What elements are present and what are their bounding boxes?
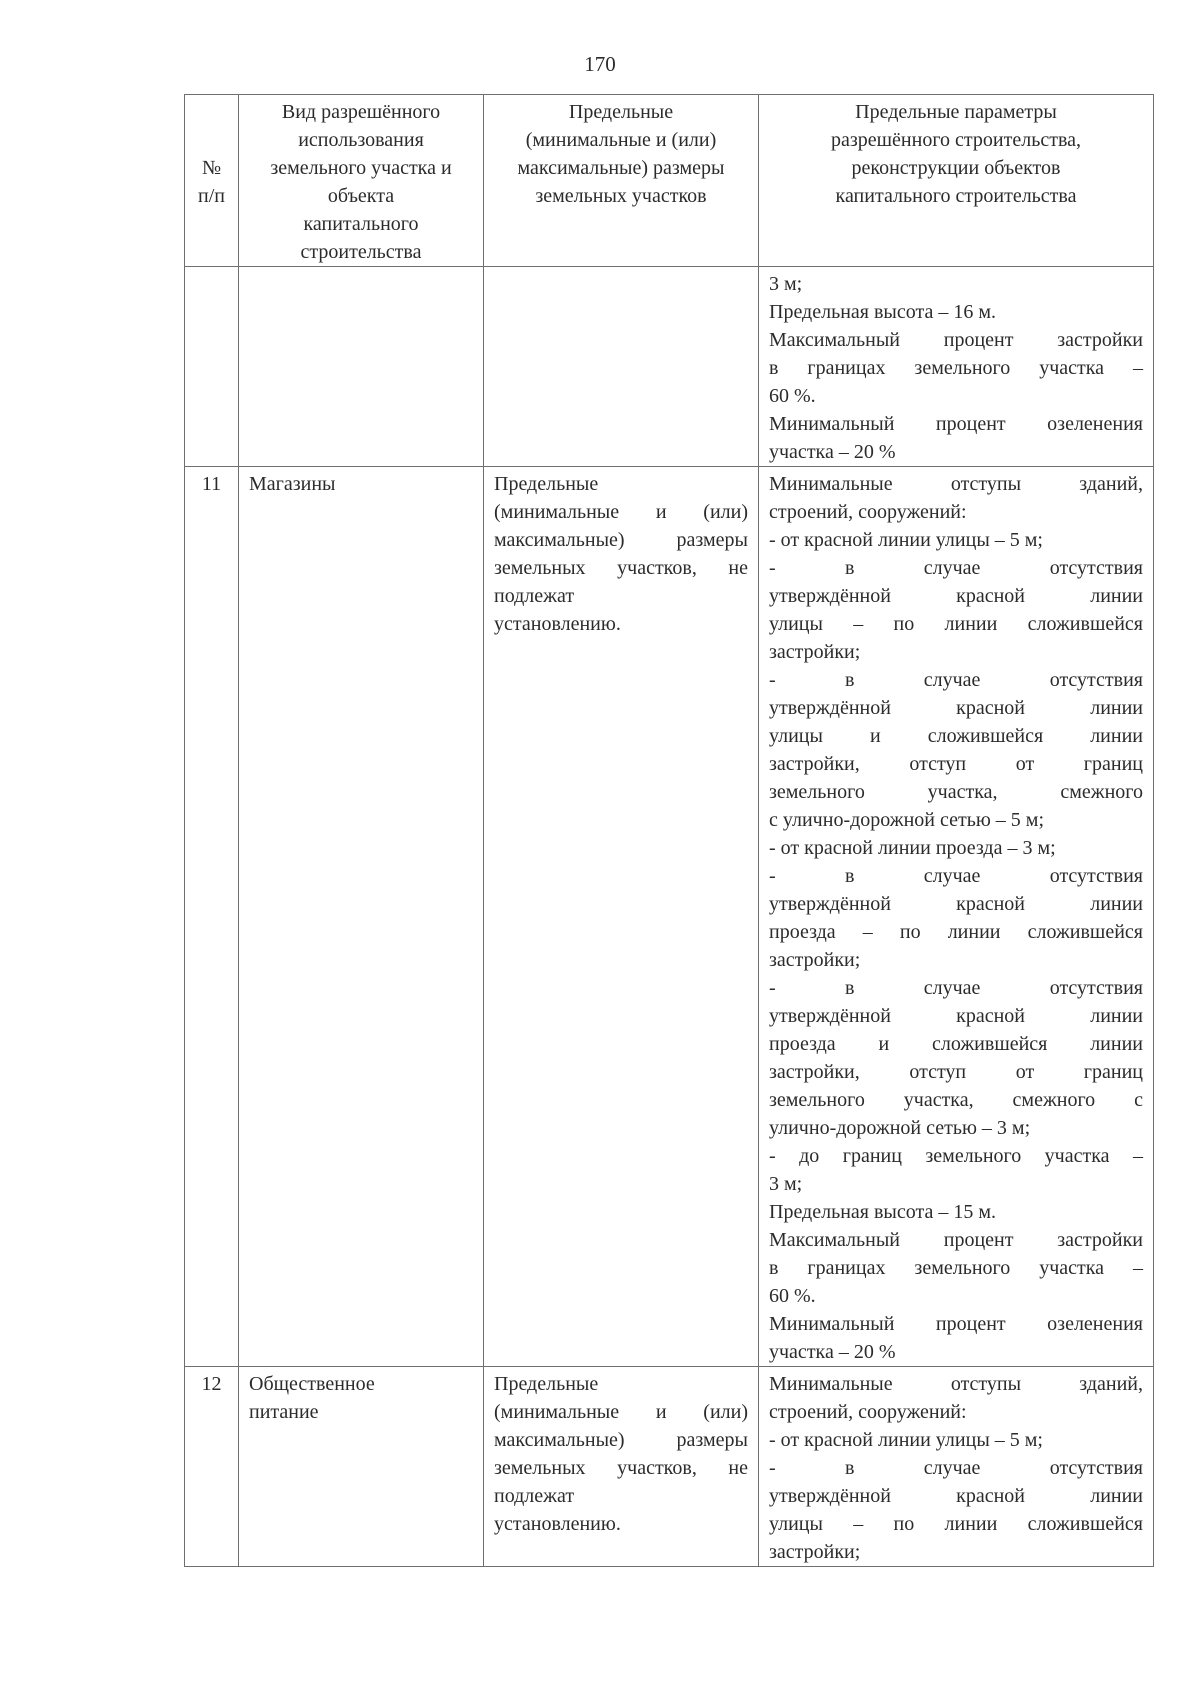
size-line: максимальные) размеры (494, 529, 748, 551)
cell-plot-sizes (484, 1367, 759, 1567)
cell-plot-sizes (484, 467, 759, 1367)
param-line: улично-дорожной сетью – 3 м; (769, 1117, 1031, 1139)
header-line: использования (298, 129, 424, 151)
cell-number (185, 267, 239, 467)
param-line: застройки; (769, 949, 861, 971)
param-line: улицы – по линии сложившейся (769, 613, 1143, 635)
param-line: - от красной линии улицы – 5 м; (769, 529, 1043, 551)
param-line: строений, сооружений: (769, 1401, 967, 1423)
param-line: Минимальные отступы зданий, (769, 1373, 1143, 1395)
param-line: в границах земельного участка – (769, 1257, 1143, 1279)
header-line: № (201, 157, 222, 179)
header-line: Предельные (568, 101, 674, 123)
header-line: Вид разрешённого (281, 101, 441, 123)
header-plot-sizes (484, 95, 759, 267)
param-line: - до границ земельного участка – (769, 1145, 1143, 1167)
header-line: капитального (303, 213, 419, 235)
param-line: улицы – по линии сложившейся (769, 1513, 1143, 1535)
size-line: установлению. (494, 1513, 621, 1535)
cell-use-type (239, 467, 484, 1367)
header-line: земельных участков (535, 185, 707, 207)
param-line: проезда и сложившейся линии (769, 1033, 1143, 1055)
param-line: 60 %. (769, 1285, 816, 1307)
param-line: застройки; (769, 1541, 861, 1563)
header-line: максимальные) размеры (517, 157, 725, 179)
size-line: (минимальные и (или) (494, 1401, 748, 1423)
param-line: - в случае отсутствия (769, 977, 1143, 999)
table-row-12 (185, 1367, 1154, 1567)
cell-construction-params (759, 1367, 1154, 1567)
param-line: - от красной линии улицы – 5 м; (769, 1429, 1043, 1451)
param-line: Предельная высота – 16 м. (769, 301, 997, 323)
param-line: участка – 20 % (769, 1341, 896, 1363)
param-line: Минимальный процент озеленения (769, 413, 1143, 435)
size-line: Предельные (494, 473, 599, 495)
cell-use-type (239, 267, 484, 467)
header-line: Предельные параметры (855, 101, 1057, 123)
use-type-line: Общественное (249, 1373, 375, 1395)
param-line: застройки, отступ от границ (769, 1061, 1143, 1083)
param-line: утверждённой красной линии (769, 1005, 1143, 1027)
param-line: Минимальный процент озеленения (769, 1313, 1143, 1335)
use-type-text: Магазины (249, 473, 336, 495)
size-line: подлежат (494, 1485, 575, 1507)
param-line: - в случае отсутствия (769, 557, 1143, 579)
cell-use-type (239, 1367, 484, 1567)
use-type-line: питание (249, 1401, 319, 1423)
param-line: застройки, отступ от границ (769, 753, 1143, 775)
cell-construction-params (759, 467, 1154, 1367)
size-line: подлежат (494, 585, 575, 607)
land-use-rules-table (184, 94, 1154, 1567)
header-line: реконструкции объектов (851, 157, 1061, 179)
param-line: проезда – по линии сложившейся (769, 921, 1143, 943)
param-line: Максимальный процент застройки (769, 329, 1143, 351)
param-line: земельного участка, смежного (769, 781, 1143, 803)
param-line: Предельная высота – 15 м. (769, 1201, 997, 1223)
table-header-row (185, 95, 1154, 267)
cell-number: 11 (185, 467, 239, 1367)
param-line: застройки; (769, 641, 861, 663)
header-line: объекта (327, 185, 395, 207)
param-line: утверждённой красной линии (769, 697, 1143, 719)
size-line: (минимальные и (или) (494, 501, 748, 523)
param-line: утверждённой красной линии (769, 893, 1143, 915)
param-line: улицы и сложившейся линии (769, 725, 1143, 747)
param-line: утверждённой красной линии (769, 585, 1143, 607)
param-line: - в случае отсутствия (769, 669, 1143, 691)
param-line: участка – 20 % (769, 441, 896, 463)
param-line: 3 м; (769, 273, 803, 295)
cell-plot-sizes (484, 267, 759, 467)
param-line: - в случае отсутствия (769, 1457, 1143, 1479)
cell-construction-params (759, 267, 1154, 467)
header-line: капитального строительства (835, 185, 1077, 207)
header-number (185, 95, 239, 267)
header-line: разрешённого строительства, (831, 129, 1081, 151)
table-row-11 (185, 467, 1154, 1367)
size-line: максимальные) размеры (494, 1429, 748, 1451)
header-line: строительства (300, 241, 422, 263)
param-line: с улично-дорожной сетью – 5 м; (769, 809, 1045, 831)
param-line: утверждённой красной линии (769, 1485, 1143, 1507)
param-line: земельного участка, смежного с (769, 1089, 1143, 1111)
param-line: - в случае отсутствия (769, 865, 1143, 887)
size-line: земельных участков, не (494, 1457, 748, 1479)
header-line: (минимальные и (или) (525, 129, 717, 151)
param-line: - от красной линии проезда – 3 м; (769, 837, 1056, 859)
header-construction-params (759, 95, 1154, 267)
header-use-type (239, 95, 484, 267)
size-line: земельных участков, не (494, 557, 748, 579)
param-line: Минимальные отступы зданий, (769, 473, 1143, 495)
cell-number: 12 (185, 1367, 239, 1567)
table-row-continuation (185, 267, 1154, 467)
param-line: 60 %. (769, 385, 816, 407)
param-line: 3 м; (769, 1173, 803, 1195)
header-line: п/п (198, 185, 225, 207)
size-line: Предельные (494, 1373, 599, 1395)
param-line: в границах земельного участка – (769, 357, 1143, 379)
param-line: Максимальный процент застройки (769, 1229, 1143, 1251)
size-line: установлению. (494, 613, 621, 635)
param-line: строений, сооружений: (769, 501, 967, 523)
header-line: земельного участка и (270, 157, 452, 179)
page-number: 170 (584, 52, 616, 76)
